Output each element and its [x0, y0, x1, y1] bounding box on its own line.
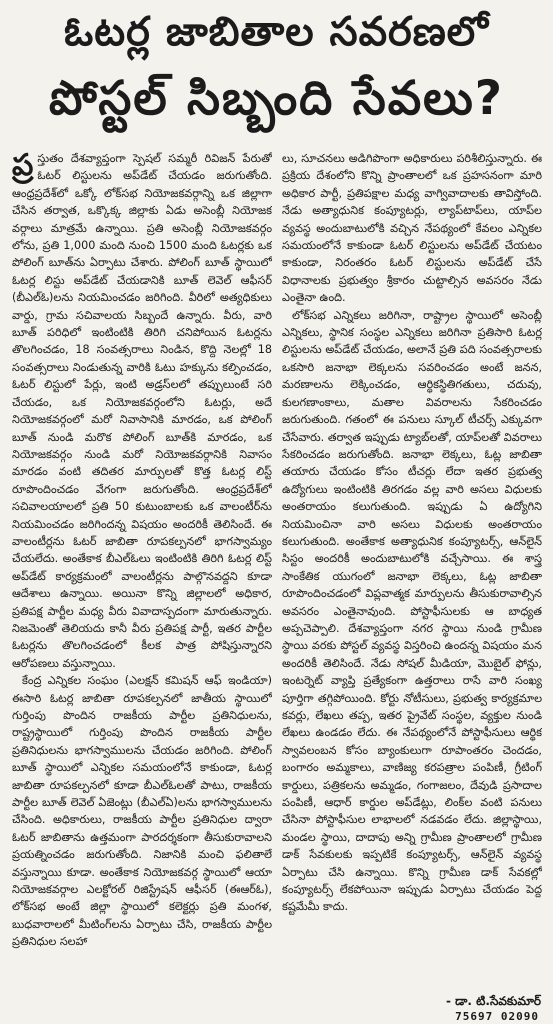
article-paragraph: కేంద్ర ఎన్నికల సంఘం (ఎలక్షన్ కమిషన్ ఆఫ్ ఇండియా) ఈసారి ఓటర్ల జాబితా రూపకల్పనలో జాతీయ స్థాయిలో గుర్తింపు పొందిన రాజకీయ పార్టీల ప్రతినిధులను, రాష్ట్రస్థాయిలో గుర్తింపు పొందిన రాజకీయ పార్టీల ప్రతినిధులను భాగస్వాములను చేయడం జరిగింది. పోలింగ్ బూత్ స్థాయిలో ఎన్నికల సమయంలోనే కాకుండా, ఓటర్ల జాబితా రూపకల్పనలో కూడా బీఎల్‌ఓలతో పాటు, రాజకీయ పార్టీల బూత్ లెవెల్ ఏజెంట్లు (బీఎల్‌ఏ)లను భాగస్వాములను చేసింది. అధికారులు, రాజకీయ పార్టీల ప్రతినిధుల ద్వారా ఓటర్ జాబితాను ఉత్తమంగా పారదర్శకంగా తీసుకురావాలని ప్రయత్నించడం జరుగుతోంది. నిజానికి మంచి ఫలితాలే వస్తున్నాయి కూడా. అంతేకాక నియోజకవర్గ స్థాయిలో ఆయా నియోజకవర్గాల ఎలక్టోరల్ రిజిస్ట్రేషన్ ఆఫీసర్ (ఈఆర్‌ఓ), లోక్‌సభ అంటే జిల్లా స్థాయిలో కలెక్టర్లు ప్రతి మంగళ, బుధవారాలలో మీటింగ్‌లను ఏర్పాటు చేసి, రాజకీయ పార్టీల ప్రతినిధుల సలహా [12, 674, 272, 949]
article-paragraph: లు, సూచనలు అడిగిపొంగా అధికారులు పరిశీలిస్తున్నారు. ఈ ప్రక్రియ దేశంలోని కొన్ని ప్రాంతాలలో ఒక ప్రహసనంగా మారి అధికార పార్టీ, ప్రతిపక్షాల మధ్య వాగ్వివాదాలకు తావిస్తోంది. నేడు అత్యాధునిక కంప్యూటర్లు, ల్యాప్‌టాప్‌లు, యాప్‌ల వ్యవస్థ అందుబాటులోకి వచ్చిన నేపథ్యంలో కేవలం ఎన్నికల సమయంలోనే కాకుండా ఓటర్ లిస్టులను అప్‌డేట్ చేయటం కాకుండా, నిరంతరం ఓటర్ లిస్టులను అప్‌డేట్ చేసే విధానాలకు ప్రభుత్వం శ్రీకారం చుట్టాల్సిన అవసరం నేడు ఎంతైనా ఉంది. [282, 152, 542, 305]
headline-line-2: పోస్టల్ సిబ్బంది సేవలు? [48, 71, 504, 126]
article-paragraph: లోక్‌సభ ఎన్నికలు జరిగినా, రాష్ట్రాల స్థాయిలో అసెంబ్లీ ఎన్నికలు, స్థానిక సంస్థల ఎన్నికలు జరిగినా ప్రతిసారి ఓటర్ల లిస్టులను అప్‌డేట్ చేయడం, అలానే ప్రతి పది సంవత్సరాలకు ఒకసారి జనాభా లెక్కలను సవరించడం అంటే జనన, మరణాలను లెక్కించడం, ఆర్థికస్థితిగతులు, చదువు, కులగణాంకాలు, మతాల వివరాలను సేకరించడం జరుగుతుంది. గతంలో ఈ పనులు స్కూల్ టీచర్స్ ఎక్కువగా చేసేవారు. తర్వాత ఇప్పుడు ట్యాబ్‌లతో, యాప్‌లతో వివరాలు సేకరించడం జరుగుతోంది. జనాభా లెక్కలు, ఓట్ల జాబితా తయారు చేయడం కోసం టీచర్లు లేదా ఇతర ప్రభుత్వ ఉద్యోగులు ఇంటింటికి తిరగడం వల్ల వారి అసలు విధులకు అంతరాయం కలుగుతుంది. ఇప్పుడు ఏ ఉద్యోగిని నియమించినా వారి అసలు విధులకు అంతరాయం కలుగుతుంది. అంతేకాక అత్యాధునిక కంప్యూటర్స్, ఆన్‌లైన్ సిస్టం అందరికీ అందుబాటులోకి వచ్చేసాయి. ఈ శాస్త్ర సాంకేతిక యుగంలో జనాభా లెక్కలు, ఓట్ల జాబితా రూపొందించడంలో విప్లవాత్మక మార్పులను తీసుకురావాల్సిన అవసరం ఎంతైనావుంది. పోస్టాఫీసులకు ఆ బాధ్యత అప్పచెప్పాలి. దేశవ్యాప్తంగా నగర స్థాయి నుండి గ్రామీణ స్థాయి వరకు పోస్టల్ వ్యవస్థ విస్తరించి ఉందన్న విషయం మన అందరికీ తెలిసిందే. నేడు సోషల్ మీడియా, మొబైల్ ఫోన్లు, ఇంటర్నెట్ వ్యాప్తి ప్రత్యేకంగా ఉత్తరాలు రాసే వారి సంఖ్య పూర్తిగా తగ్గిపోయింది. కోర్టు నోటీసులు, ప్రభుత్వ కార్యక్రమాల కవర్లు, లేఖలు తప్ప, ఇతర ప్రైవేట్ సంస్థల, వ్యక్తుల నుండి లేఖలు ఉండడం లేదు. ఈ నేపథ్యంలోనే పోస్టాఫీసులు ఆర్థిక స్వావలంబన కోసం బ్యాంకులుగా రూపాంతరం చెందడం, బంగారం అమ్మకాలు, వాణిజ్య కరపత్రాల పంపిణీ, గ్రీటింగ్ కార్డులు, పత్రికలను అమ్మడం, గంగాజలం, దేవుడి ప్రసాదాల పంపిణీ, ఆధార్ కార్డుల అప్‌డేట్లు, లింక్‌ల వంటి పనులు చేసినా పోస్టాఫీసుల లాభాలలో నడవడం లేదు. జిల్లాస్థాయి, మండల స్థాయి, దాదాపు అన్ని గ్రామీణ ప్రాంతాలలో గ్రామీణ డాక్ సేవకులకు ఇప్పటికే కంప్యూటర్స్, ఆన్‌లైన్ వ్యవస్థ ఏర్పాటు చేసి ఉన్నాయి. కొన్ని గ్రామీణ డాక్ సేవకల్లో కంప్యూటర్స్ లేకపోయినా ఇప్పుడు ఏర్పాటు చేయడం పెద్ద కష్టమేమీ కాదు. [282, 308, 542, 914]
paragraph-text: స్తుతం దేశవ్యాప్తంగా స్పెషల్ సమ్మరీ రివిజన్ పేరుతో ఓటర్ లిస్టులను అప్‌డేట్ చేయడం జరుగుతోంది. ఆంధ్రప్రదేశ్‌లో ఒక్కో లోక్‌సభ నియోజకవర్గాన్ని ఒక జిల్లాగా చేసిన తర్వాత, ఒక్కొక్క జిల్లాకు ఏడు అసెంబ్లీ నియోజక వర్గాలు మాత్రమే ఉన్నాయి. ప్రతి అసెంబ్లీ నియోజకవర్గం లోను, ప్రతి 1,000 మంది నుంచి 1500 మంది ఓటర్లకు ఒక పోలింగ్ బూత్‌ను ఏర్పాటు చేశారు. పోలింగ్ బూత్ స్థాయిలో ఓటర్ల లిస్టు అప్‌డేట్ చేయడానికి బూత్ లెవెల్ ఆఫీసర్ (బీఎల్‌ఓ)లను నియమించడం జరిగింది. వీరిలో అత్యధికులు వార్డు, గ్రామ సచివాలయ సిబ్బందే ఉన్నారు. వీరు, వారి బూత్ పరిధిలో ఇంటింటికి తిరిగి చనిపోయిన ఓటర్లను తొలగించడం, 18 సంవత్సరాలు నిండిన, కొద్ది నెలల్లో 18 సంవత్సరాలు నిండుతున్న వారికి ఓటు హక్కును కల్పించడం, ఓటర్ లిస్టులో పేర్లు, ఇంటి అడ్రస్‌లలో తప్పులుంటే సరి చేయడం, ఒక నియోజకవర్గంలోని ఓటర్లు, అదే నియోజకవర్గంలో మరో నివాసానికి మారడం, ఒక పోలింగ్ బూత్ నుండి మరొక పోలింగ్ బూత్‌కి మారడం, ఒక నియోజకవర్గం నుండి మరో నియోజకవర్గానికి నివాసం మారడం వంటి తదితర మార్పులతో కొత్త ఓటర్ల లిస్ట్ రూపొందించడం వేగంగా జరుగుతోంది. ఆంధ్రప్రదేశ్‌లో సచివాలయాలలో ప్రతి 50 కుటుంబాలకు ఒక వాలంటీర్‌ను నియమించడం జరిగిందన్న విషయం అందరికీ తెలిసిందే. ఈ వాలంటీర్లను ఓటర్ జాబితా రూపకల్పనలో భాగస్వామ్యం చేయలేదు. అంతేకాక బీఎల్‌ఓలు ఇంటింటికి తిరిగి ఓటర్ల లిస్ట్ అప్‌డేట్ కార్యక్రమంలో వాలంటీర్లను పాల్గొనవద్దని కూడా ఆదేశాలు ఉన్నాయి. అయినా కొన్ని జిల్లాలలో అధికార, ప్రతిపక్ష పార్టీల మధ్య వీరు వివాదాస్పదంగా మారుతున్నారు. నిజమెంతో తెలియదు కానీ వీరు ప్రతిపక్ష పార్టీ, ఇతర పార్టీల ఓటర్లను తొలగించడంలో కీలక పాత్ర పోషిస్తున్నారని ఆరోపణలు వస్తున్నాయి. [12, 152, 272, 670]
article-paragraph [12, 150, 272, 672]
article-body [12, 150, 542, 992]
headline-line-1: ఓటర్ల జాబితాల సవరణలో [64, 9, 489, 55]
drop-cap: ప్ర [12, 150, 34, 183]
author-byline: - డా. టి.సేవకుమార్ [446, 994, 541, 1008]
author-phone: 75697 02090 [455, 1010, 539, 1023]
article-column-right [282, 150, 542, 992]
article-column-left [12, 150, 272, 992]
